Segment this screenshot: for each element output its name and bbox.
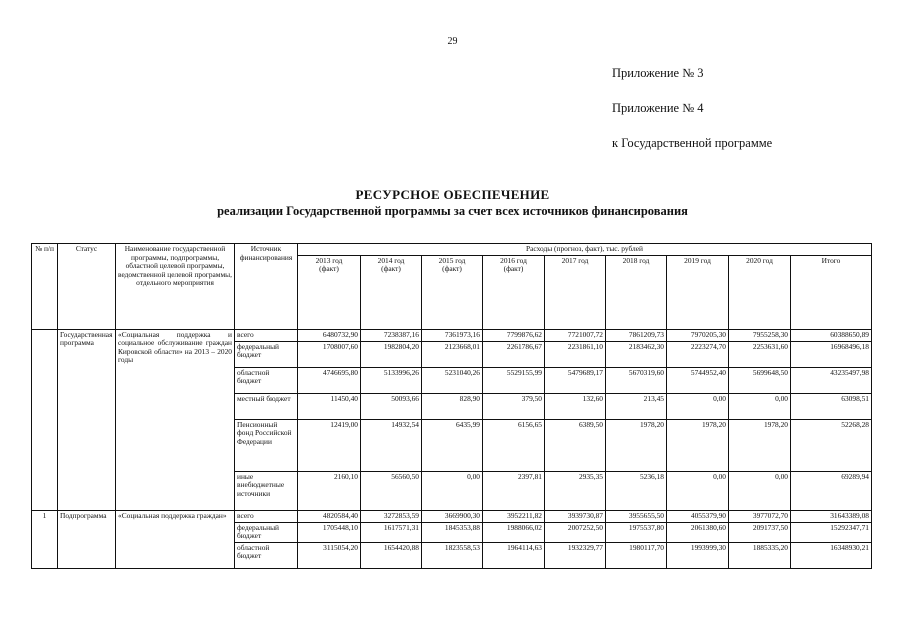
expense-value: 2397,81 — [483, 471, 545, 510]
expense-value: 0,00 — [729, 471, 791, 510]
page-number: 29 — [447, 36, 458, 47]
funding-source: федеральный бюджет — [235, 522, 298, 542]
expense-value: 0,00 — [729, 393, 791, 419]
document-title: РЕСУРСНОЕ ОБЕСПЕЧЕНИЕ — [355, 187, 550, 202]
total-value: 63098,51 — [791, 393, 872, 419]
total-value: 52268,28 — [791, 419, 872, 471]
expense-value: 1708007,60 — [298, 341, 361, 367]
total-value: 15292347,71 — [791, 522, 872, 542]
expense-value: 4055379,90 — [667, 510, 729, 522]
expense-value: 11450,40 — [298, 393, 361, 419]
expense-value: 1885335,20 — [729, 542, 791, 568]
header-year-note: (факт) — [503, 264, 524, 274]
funding-source: Пенсионный фонд Российской Федерации — [235, 419, 298, 471]
expense-value: 2253631,60 — [729, 341, 791, 367]
funding-source: местный бюджет — [235, 393, 298, 419]
expense-value: 5479689,17 — [545, 367, 606, 393]
expense-value: 3977072,70 — [729, 510, 791, 522]
expense-value: 3669900,30 — [422, 510, 483, 522]
header-year-note: (факт) — [319, 264, 339, 274]
expense-value: 3952211,82 — [483, 510, 545, 522]
row-status: Подпрограмма — [58, 510, 116, 568]
expense-value: 213,45 — [606, 393, 667, 419]
header-year — [298, 255, 361, 329]
header-year-label: 2018 год — [622, 255, 650, 265]
expense-value: 3955655,50 — [606, 510, 667, 522]
expense-value: 1988066,02 — [483, 522, 545, 542]
expense-value: 4820584,40 — [298, 510, 361, 522]
expense-value: 50093,66 — [361, 393, 422, 419]
header-year-label: 2019 год — [684, 255, 711, 265]
expense-value: 7799876,62 — [483, 329, 545, 341]
funding-source: областной бюджет — [235, 367, 298, 393]
header-year-note: (факт) — [442, 264, 462, 274]
header-year-label: 2014 год — [377, 255, 405, 265]
total-value: 31643389,08 — [791, 510, 872, 522]
header-total-label: Итого — [821, 255, 841, 265]
expense-value: 2261786,67 — [483, 341, 545, 367]
expense-value: 4746695,80 — [298, 367, 361, 393]
funding-source: федеральный бюджет — [235, 341, 298, 367]
expense-value: 1705448,10 — [298, 522, 361, 542]
total-value: 69289,94 — [791, 471, 872, 510]
header-year — [729, 255, 791, 329]
expense-value: 0,00 — [422, 471, 483, 510]
expense-value: 5529155,99 — [483, 367, 545, 393]
expense-value: 14932,54 — [361, 419, 422, 471]
expense-value: 828,90 — [422, 393, 483, 419]
expense-value: 1617571,31 — [361, 522, 422, 542]
funding-source: областной бюджет — [235, 542, 298, 568]
table-row — [32, 510, 872, 522]
expense-value: 1978,20 — [667, 419, 729, 471]
expense-value: 1654420,88 — [361, 542, 422, 568]
expense-value: 1964114,63 — [483, 542, 545, 568]
expense-value: 2160,10 — [298, 471, 361, 510]
expense-value: 5133996,26 — [361, 367, 422, 393]
expense-value: 3939730,87 — [545, 510, 606, 522]
expense-value: 6156,65 — [483, 419, 545, 471]
expense-value: 3115054,20 — [298, 542, 361, 568]
expense-value: 2123668,01 — [422, 341, 483, 367]
expense-value: 7238387,16 — [361, 329, 422, 341]
expense-value: 6480732,90 — [298, 329, 361, 341]
header-year-label: 2013 год — [315, 255, 343, 265]
expense-value: 7361973,16 — [422, 329, 483, 341]
expense-value: 1932329,77 — [545, 542, 606, 568]
expense-value: 0,00 — [667, 471, 729, 510]
funding-source: всего — [235, 329, 298, 341]
row-program-name: «Социальная поддержка и социальное обслуживание граждан Кировской области» на 2013 – 2020 годы — [116, 329, 235, 510]
header-year-label: 2017 год — [561, 255, 589, 265]
header-source: Источник финансирования — [235, 244, 298, 330]
expense-value: 6435,99 — [422, 419, 483, 471]
expense-value: 5744952,40 — [667, 367, 729, 393]
appendix-line-2: Приложение № 4 — [612, 101, 704, 115]
header-name: Наименование государственной программы, подпрограммы, областной целевой программы, ведомственной целевой программы, отдельного мероприятия — [116, 244, 235, 330]
header-total — [791, 255, 872, 329]
total-value: 60388650,89 — [791, 329, 872, 341]
expense-value: 2061380,60 — [667, 522, 729, 542]
expense-value: 1845353,88 — [422, 522, 483, 542]
header-year — [483, 255, 545, 329]
expense-value: 6389,50 — [545, 419, 606, 471]
header-year — [667, 255, 729, 329]
row-status: Государственная программа — [58, 329, 116, 510]
total-value: 43235497,98 — [791, 367, 872, 393]
expense-value: 56560,50 — [361, 471, 422, 510]
expense-value: 379,50 — [483, 393, 545, 419]
expense-value: 2223274,70 — [667, 341, 729, 367]
funding-source: всего — [235, 510, 298, 522]
header-year — [606, 255, 667, 329]
resource-table — [31, 243, 872, 569]
expense-value: 7970205,30 — [667, 329, 729, 341]
expense-value: 1978,20 — [729, 419, 791, 471]
expense-value: 1982804,20 — [361, 341, 422, 367]
appendix-line-1: Приложение № 3 — [612, 66, 704, 80]
row-num — [32, 329, 58, 510]
expense-value: 1980117,70 — [606, 542, 667, 568]
header-year — [422, 255, 483, 329]
funding-source: иные внебюджетные источники — [235, 471, 298, 510]
expense-value: 5699648,50 — [729, 367, 791, 393]
expense-value: 2231861,10 — [545, 341, 606, 367]
header-num: № п/п — [32, 244, 58, 330]
expense-value: 12419,00 — [298, 419, 361, 471]
header-year — [545, 255, 606, 329]
expense-value: 1978,20 — [606, 419, 667, 471]
expense-value: 2091737,50 — [729, 522, 791, 542]
total-value: 16968496,18 — [791, 341, 872, 367]
expense-value: 0,00 — [667, 393, 729, 419]
expense-value: 5231040,26 — [422, 367, 483, 393]
total-value: 16348930,21 — [791, 542, 872, 568]
expense-value: 7721007,72 — [545, 329, 606, 341]
expense-value: 132,60 — [545, 393, 606, 419]
expense-value: 2935,35 — [545, 471, 606, 510]
table-body — [32, 329, 872, 568]
header-year-label: 2016 год — [500, 255, 527, 265]
expense-value: 1975537,80 — [606, 522, 667, 542]
expense-value: 2007252,50 — [545, 522, 606, 542]
expense-value: 1823558,53 — [422, 542, 483, 568]
header-expenses: Расходы (прогноз, факт), тыс. рублей — [298, 244, 872, 256]
table-row — [32, 329, 872, 341]
expense-value: 1993999,30 — [667, 542, 729, 568]
header-year-note: (факт) — [381, 264, 401, 274]
expense-value: 5236,18 — [606, 471, 667, 510]
row-num: 1 — [32, 510, 58, 568]
expense-value: 7955258,30 — [729, 329, 791, 341]
appendix-line-3: к Государственной программе — [612, 136, 773, 150]
header-status: Статус — [58, 244, 116, 330]
document-subtitle: реализации Государственной программы за счет всех источников финансирования — [217, 204, 688, 218]
row-program-name: «Социальная поддержка граждан» — [116, 510, 235, 568]
expense-value: 3272853,59 — [361, 510, 422, 522]
expense-value: 2183462,30 — [606, 341, 667, 367]
header-year — [361, 255, 422, 329]
expense-value: 7861209,73 — [606, 329, 667, 341]
expense-value: 5670319,60 — [606, 367, 667, 393]
header-year-label: 2015 год — [438, 255, 466, 265]
header-year-label: 2020 год — [746, 255, 773, 265]
